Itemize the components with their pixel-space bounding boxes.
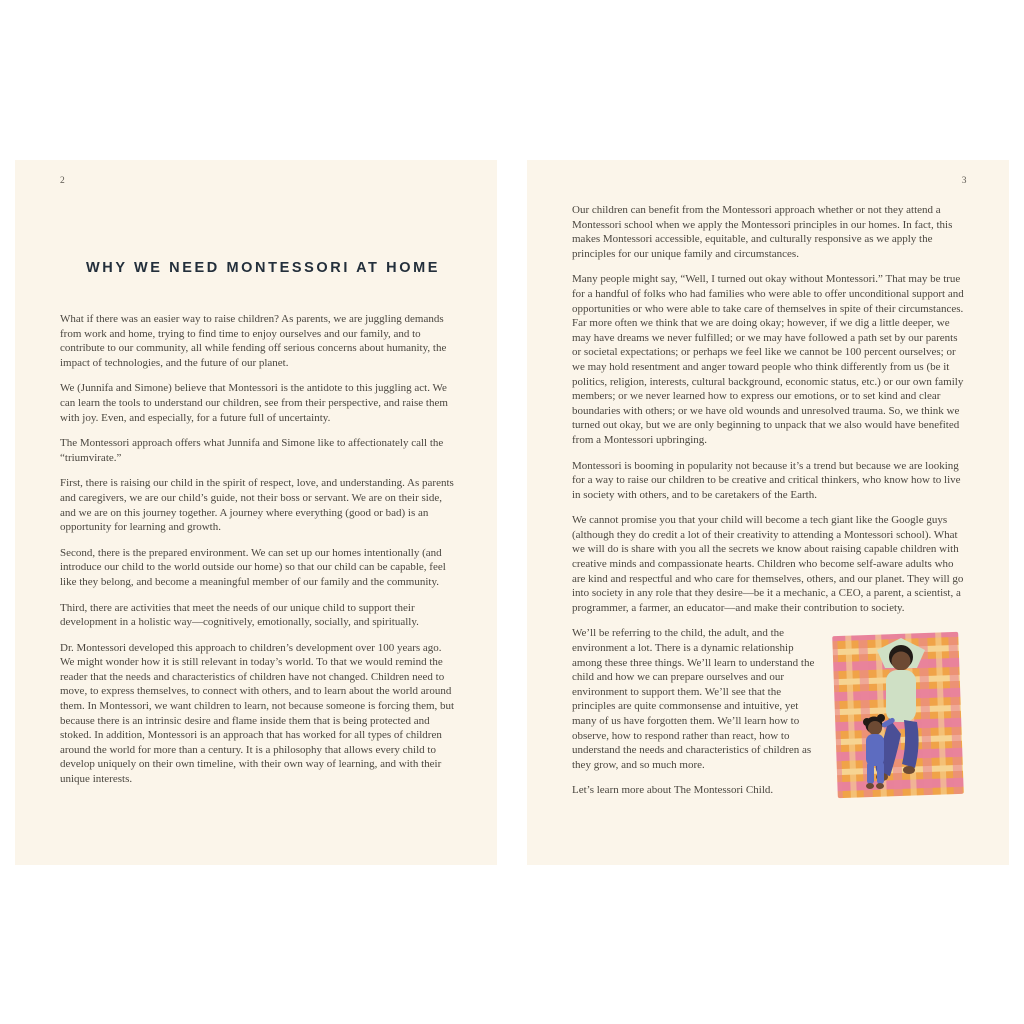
paragraph: First, there is raising our child in the spirit of respect, love, and understanding. As parents and caregivers, we are our child’s guide, not their boss or servant. We are on their side, and we are on this journey together. A journey where everything (good or bad) is an opportunity for learning and growth. bbox=[60, 477, 454, 534]
chapter-heading: WHY WE NEED MONTESSORI AT HOME bbox=[86, 260, 441, 276]
paragraph: Third, there are activities that meet the needs of our unique child to support their development in a holistic way—cognitively, emotionally, socially, and spiritually. bbox=[60, 601, 419, 629]
paragraph: Montessori is booming in popularity not because it’s a trend but because we are looking for a way to raise our children to be creative and critical thinkers, who know how to live in society with others, and to be caretakers of the Earth. bbox=[572, 459, 961, 501]
right-page-wrap-section bbox=[572, 626, 967, 798]
page-number-right: 3 bbox=[961, 176, 967, 186]
left-page-body bbox=[60, 312, 455, 787]
page-number-left: 2 bbox=[60, 176, 66, 186]
paragraph: Let’s learn more about The Montessori Child. bbox=[572, 784, 774, 797]
paragraph: Many people might say, “Well, I turned out okay without Montessori.” That may be true for a handful of folks who had families who were able to offer unconditional support and opportunities or who were able to take care of themselves in spite of their circumstances. Far more often we think that we are doing okay; however, if we dig a little deeper, we may have dreams we never fulfilled; or we may have followed a path set by our parents or societal expectations; or perhaps we feel like we cannot be 100 percent ourselves; or we may hold resentment and anger toward people who think differently from us (be it politics, religion, interests, cultural background, economic status, etc.) or our own family members; or we never learned how to express our emotions, or to set kind and clear boundaries with others; or we have old wounds and unresolved trauma. So, we think we turned out okay, but we are only beginning to unpack that we also would have benefited from a Montessori upbringing. bbox=[572, 273, 964, 446]
paragraph: What if there was an easier way to raise children? As parents, we are juggling demands from work and home, trying to find time to enjoy ourselves and our family, and to contribute to our community, all while fending off serious concerns about humanity, the impact of technologies, and the future of our planet. bbox=[60, 313, 447, 369]
paragraph: Our children can benefit from the Montessori approach whether or not they attend a Montessori school when we apply the Montessori principles in our homes. In fact, this makes Montessori accessible, equitable, and culturally responsive as we apply the principles for our unique family and circumstances. bbox=[572, 204, 953, 260]
illustration-parent-child-on-blanket bbox=[829, 628, 967, 802]
paragraph: Dr. Montessori developed this approach to children’s development over 100 years ago. We might wonder how it is still relevant in today’s world. To that we would remind the reader that the needs and characteristics of children have not changed. Children need to move, to express themselves, to connect with others, and to learn about the world around them. In Montessori, we want children to learn, not because someone is forcing them, but because there is an intrinsic desire and flame inside them that is being protected and stoked. In addition, Montessori is an approach that has worked for all types of children around the world for more than a century. It is a philosophy that allows every child to develop uniquely on their own timeline, with their own way of learning, and with their unique interests. bbox=[60, 641, 455, 786]
page-right bbox=[527, 160, 1009, 865]
paragraph: We (Junnifa and Simone) believe that Montessori is the antidote to this juggling act. We can learn the tools to understand our children, see from their perspective, and raise them with joy. Even, and especially, for a future full of uncertainty. bbox=[60, 382, 448, 424]
page-left bbox=[15, 160, 497, 865]
paragraph: The Montessori approach offers what Junnifa and Simone like to affectionately call the “triumvirate.” bbox=[60, 437, 444, 464]
paragraph: Second, there is the prepared environment. We can set up our homes intentionally (and introduce our child to the world outside our home) so that our child can be capable, feel like they belong, and become a meaningful member of our family and the community. bbox=[60, 546, 446, 588]
right-page-body bbox=[572, 203, 967, 615]
paragraph: We cannot promise you that your child will become a tech giant like the Google guys (although they do credit a lot of their creativity to attending a Montessori school). What we will do is share with you all the secrets we know about raising capable children with creative minds and compassionate hearts. Children who become self-aware adults who are kind and respectful and who care for themselves, others, and our planet. They will go into society in any role that they desire—be it a mechanic, a CEO, a parent, a scientist, a programmer, a farmer, an educator—and make their contribution to society. bbox=[572, 514, 964, 614]
paragraph: We’ll be referring to the child, the adult, and the environment a lot. There is a dynamic relationship among these three things. We’ll learn to understand the child and how we can prepare ourselves and our environment to support them. We’ll see that the principles are quite commonsense and intuitive, yet many of us have forgotten them. We’ll learn how to observe, how to respond rather than react, how to understand the needs and characteristics of children as they grow, and so much more. bbox=[572, 627, 815, 771]
